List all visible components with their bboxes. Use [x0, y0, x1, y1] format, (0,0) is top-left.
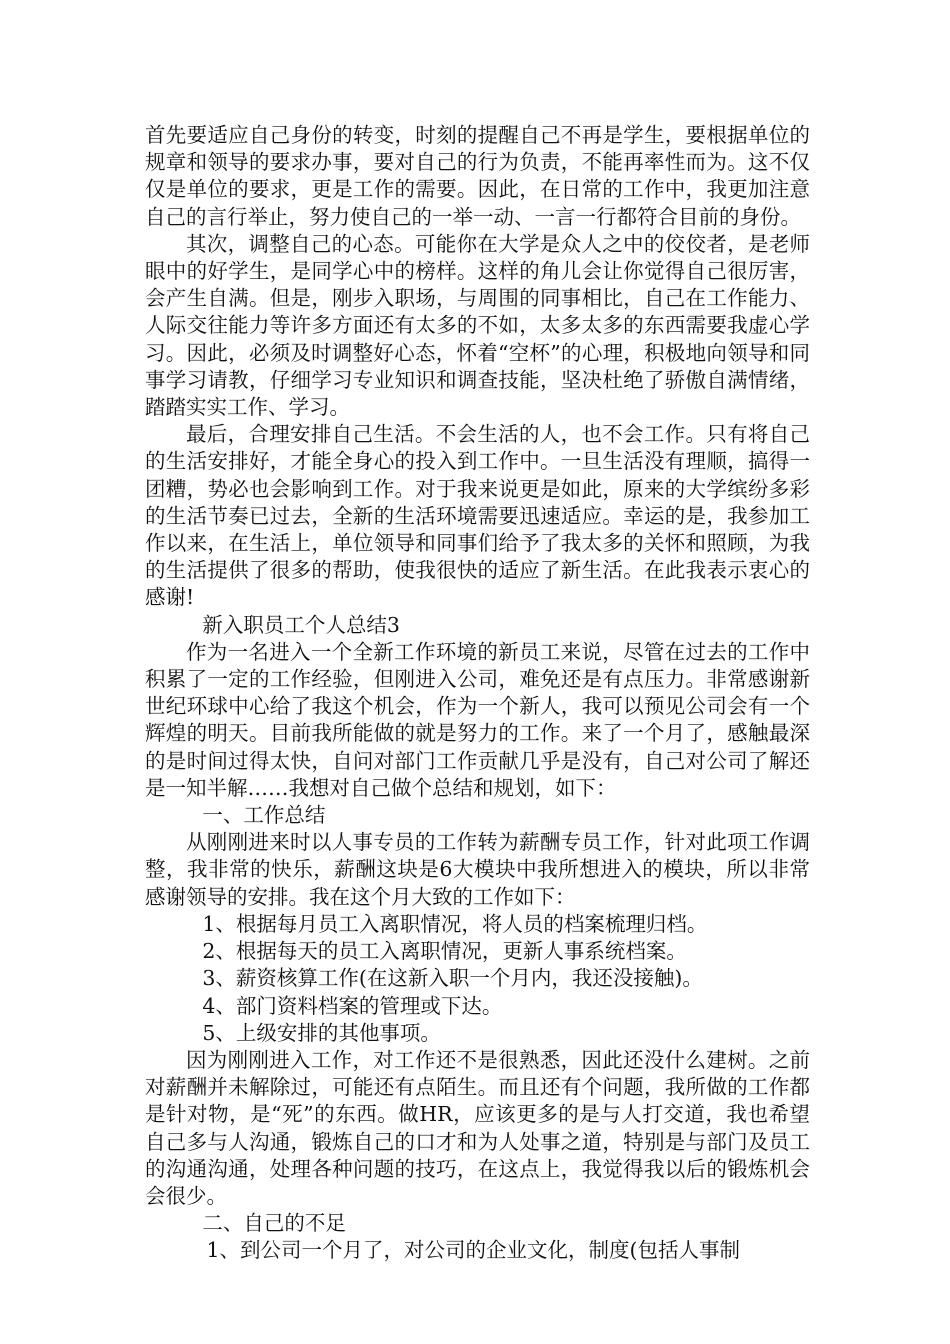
paragraph-identity-change: 首先要适应自己身份的转变，时刻的提醒自己不再是学生，要根据单位的规章和领导的要求办事，要对自己的行为负责，不能再率性而为。这不仅仅是单位的要求，更是工作的需要。因此，在日常的工作中，我更加注意自己的言行举止，努力使自己的一举一动、一言一行都符合目前的身份。 [145, 123, 810, 229]
list-item-3: 3、薪资核算工作(在这新入职一个月内，我还没接触)。 [202, 966, 703, 991]
list-item-1: 1、根据每月员工入离职情况，将人员的档案梳理归档。 [202, 911, 708, 936]
paragraph-arrange-life: 最后，合理安排自己生活。不会生活的人，也不会工作。只有将自己的生活安排好，才能全身心的投入到工作中。一旦生活没有理顺，搞得一团糟，势必也会影响到工作。对于我来说更是如此，原来的大学缤纷多彩的生活节奏已过去，全新的生活环境需要迅速适应。幸运的是，我参加工作以来，在生活上，单位领导和同事们给予了我太多的关怀和照顾，为我的生活提供了很多的帮助，使我很快的适应了新生活。在此我表示衷心的感谢! [145, 422, 810, 610]
heading-shortcomings: 二、自己的不足 [202, 1211, 346, 1236]
shortcoming-item-1: 1、到公司一个月了，对公司的企业文化，制度(包括人事制 [206, 1238, 741, 1263]
list-item-2: 2、根据每天的员工入离职情况，更新人事系统档案。 [202, 939, 687, 964]
paragraph-adjust-mindset: 其次，调整自己的心态。可能你在大学是众人之中的佼佼者，是老师眼中的好学生，是同学心中的榜样。这样的角儿会让你觉得自己很厉害，会产生自满。但是，刚步入职场，与周围的同事相比，自己在工作能力、人际交往能力等许多方面还有太多的不如，太多太多的东西需要我虚心学习。因此，必须及时调整好心态，怀着“空杯”的心理，积极地向领导和同事学习请教，仔细学习专业知识和调查技能，坚决杜绝了骄傲自满情绪，踏踏实实工作、学习。 [145, 231, 810, 420]
paragraph-reflection: 因为刚刚进入工作，对工作还不是很熟悉，因此还没什么建树。之前对薪酬并未解除过，可能还有点陌生。而且还有个问题，我所做的工作都是针对物，是“死”的东西。做HR，应该更多的是与人打交道，我也希望自己多与人沟通，锻炼自己的口才和为人处事之道，特别是与部门及员工的沟通沟通，处理各种问题的技巧，在这点上，我觉得我以后的锻炼机会会很少。 [145, 1047, 810, 1208]
heading-work-summary: 一、工作总结 [202, 803, 326, 828]
paragraph-salary-role: 从刚刚进来时以人事专员的工作转为薪酬专员工作，针对此项工作调整，我非常的快乐，薪酬这块是6大模块中我所想进入的模块，所以非常感谢领导的安排。我在这个月大致的工作如下： [145, 830, 810, 909]
list-item-5: 5、上级安排的其他事项。 [202, 1020, 441, 1045]
paragraph-new-employee-intro: 作为一名进入一个全新工作环境的新员工来说，尽管在过去的工作中积累了一定的工作经验，但刚进入公司，难免还是有点压力。非常感谢新世纪环球中心给了我这个机会，作为一个新人，我可以预见公司会有一个辉煌的明天。目前我所能做的就是努力的工作。来了一个月了，感触最深的是时间过得太快，自问对部门工作贡献几乎是没有，自己对公司了解还是一知半解……我想对自己做个总结和规划，如下： [145, 639, 810, 800]
section-title-summary-3: 新入职员工个人总结3 [202, 612, 400, 637]
list-item-4: 4、部门资料档案的管理或下达。 [202, 993, 503, 1018]
document-page [145, 122, 810, 1265]
